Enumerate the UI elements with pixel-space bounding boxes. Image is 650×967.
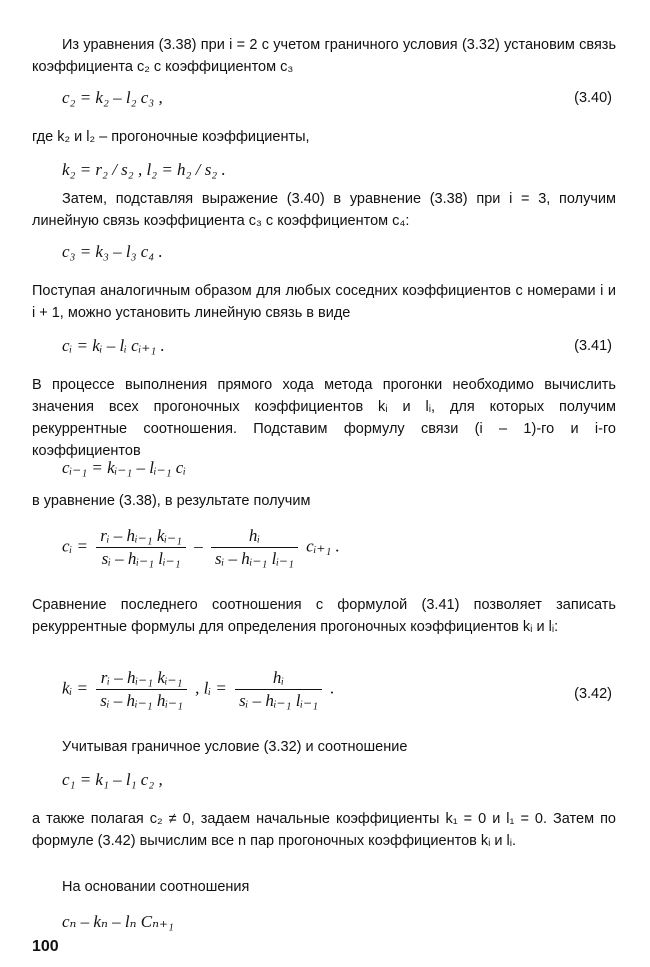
page-number: 100	[32, 938, 59, 955]
paragraph-5: В процессе выполнения прямого хода метода прогонки необходимо вычислить значения всех прогоночных коэффициентов kᵢ и lᵢ, для которых получим рекуррентные соотношения. Подставим формулу связи (i – 1)-го и i-го коэффициентов	[32, 377, 616, 459]
ci-minus: –	[194, 536, 203, 556]
equation-c1: c₁ = k₁ – l₁ c₂ ,	[62, 770, 163, 789]
ci-fraction-2	[211, 526, 298, 569]
paragraph-7: Сравнение последнего соотношения с формулой (3.41) позволяет записать рекуррентные формулы для определения прогоночных коэффициентов kᵢ и lᵢ:	[32, 597, 616, 635]
equation-c3: c₃ = k₃ – l₃ c₄ .	[62, 242, 163, 261]
k-fraction-denominator: sᵢ – hᵢ₋₁ hᵢ₋₁	[100, 691, 183, 710]
l-fraction-numerator: hᵢ	[235, 668, 322, 690]
equation-3-41: cᵢ = kᵢ – lᵢ cᵢ₊₁ .	[62, 336, 165, 355]
paragraph-8: Учитывая граничное условие (3.32) и соотношение	[62, 739, 408, 755]
equation-number-3-42: (3.42)	[574, 686, 612, 702]
paragraph-10: На основании соотношения	[62, 879, 250, 895]
l-fraction-denominator: sᵢ – hᵢ₋₁ lᵢ₋₁	[239, 691, 318, 710]
paragraph-9: а также полагая c₂ ≠ 0, задаем начальные коэффициенты k₁ = 0 и l₁ = 0. Затем по формуле (3.42) вычислим все n пар прогоночных коэффициентов kᵢ и lᵢ.	[32, 811, 616, 849]
ci-fraction-1-denominator: sᵢ – hᵢ₋₁ lᵢ₋₁	[101, 549, 181, 568]
ci-fraction-1-numerator: rᵢ – hᵢ₋₁ kᵢ₋₁	[96, 526, 186, 548]
equation-number-3-40: (3.40)	[574, 90, 612, 106]
ci-lhs: cᵢ =	[62, 536, 88, 556]
k-fraction-numerator: rᵢ – hᵢ₋₁ kᵢ₋₁	[96, 668, 187, 690]
ci-fraction-2-numerator: hᵢ	[211, 526, 298, 548]
k-fraction	[96, 668, 187, 711]
k-lhs: kᵢ =	[62, 678, 88, 698]
equation-k2-l2: k₂ = r₂ / s₂ , l₂ = h₂ / s₂ .	[62, 160, 226, 179]
equation-cn: cₙ – kₙ – lₙ Cₙ₊₁	[62, 912, 174, 931]
paragraph-3: Затем, подставляя выражение (3.40) в уравнение (3.38) при i = 3, получим линейную связь коэффициента c₃ с коэффициентом c₄:	[32, 191, 616, 229]
equation-link: cᵢ₋₁ = kᵢ₋₁ – lᵢ₋₁ cᵢ	[62, 458, 186, 477]
equation-number-3-41: (3.41)	[574, 338, 612, 354]
l-lhs: , lᵢ =	[195, 678, 227, 698]
ci-fraction-2-denominator: sᵢ – hᵢ₋₁ lᵢ₋₁	[214, 549, 294, 568]
l-fraction	[235, 668, 322, 711]
paragraph-6: в уравнение (3.38), в результате получим	[32, 493, 311, 509]
equation-3-40: c₂ = k₂ – l₂ c₃ ,	[62, 88, 163, 107]
ci-tail: cᵢ₊₁ .	[306, 536, 340, 556]
paragraph-1: Из уравнения (3.38) при i = 2 с учетом граничного условия (3.32) установим связь коэффициента c₂ с коэффициентом c₃	[32, 37, 616, 75]
paragraph-2: где k₂ и l₂ – прогоночные коэффициенты,	[32, 129, 310, 145]
l-tail: .	[330, 678, 335, 698]
ci-fraction-1	[96, 526, 186, 569]
equation-3-42	[62, 668, 335, 711]
equation-ci	[62, 526, 340, 569]
paragraph-4: Поступая аналогичным образом для любых соседних коэффициентов с номерами i и i + 1, можно установить линейную связь в виде	[32, 283, 616, 321]
